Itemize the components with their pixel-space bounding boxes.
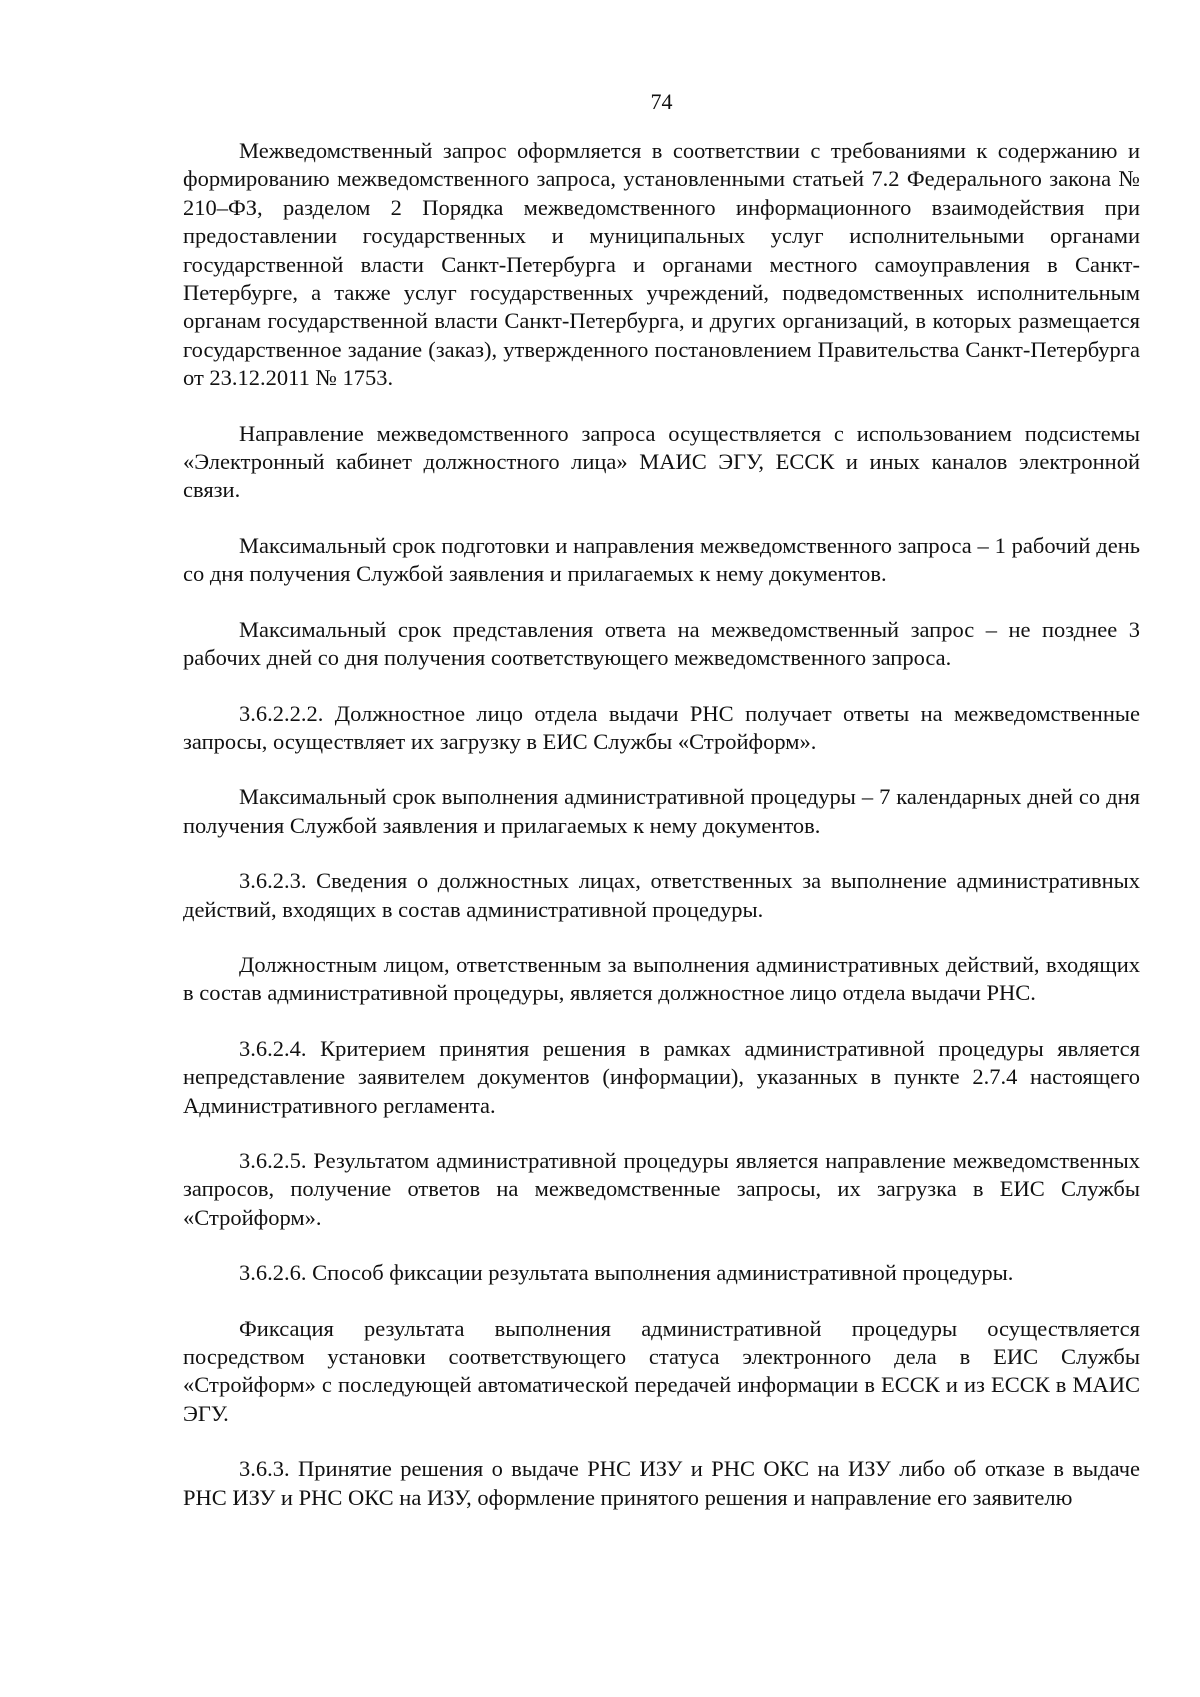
document-page — [183, 0, 1140, 1697]
paragraph-3-6-2-6: 3.6.2.6. Способ фиксации результата выполнения административной процедуры. — [239, 1260, 1014, 1286]
paragraph-response-deadline: Максимальный срок представления ответа на межведомственный запрос – не позднее 3 рабочих дней со дня получения соответствующего межведомственного запроса. — [183, 616, 1140, 671]
paragraph-3-6-2-3: 3.6.2.3. Сведения о должностных лицах, ответственных за выполнение административных действий, входящих в состав административной процедуры. — [183, 868, 1140, 922]
paragraph-procedure-deadline: Максимальный срок выполнения административной процедуры – 7 календарных дней со дня получения Службой заявления и прилагаемых к нему документов. — [183, 784, 1140, 838]
document-body — [183, 137, 1140, 1539]
paragraph-3-6-2-4: 3.6.2.4. Критерием принятия решения в рамках административной процедуры является непредставление заявителем документов (информации), указанных в пункте 2.7.4 настоящего Административного регламента. — [183, 1035, 1140, 1118]
paragraph-responsible-official: Должностным лицом, ответственным за выполнения административных действий, входящих в состав административной процедуры, является должностное лицо отдела выдачи РНС. — [183, 951, 1140, 1006]
page-number: 74 — [650, 89, 673, 114]
paragraph-request-channels: Направление межведомственного запроса осуществляется с использованием подсистемы «Электронный кабинет должностного лица» МАИС ЭГУ, ЕССК и иных каналов электронной связи. — [183, 420, 1140, 503]
paragraph-request-deadline: Максимальный срок подготовки и направления межведомственного запроса – 1 рабочий день со дня получения Службой заявления и прилагаемых к нему документов. — [183, 532, 1140, 587]
paragraph-result-fixation: Фиксация результата выполнения административной процедуры осуществляется посредством установки соответствующего статуса электронного дела в ЕИС Службы «Стройформ» с последующей автоматической передачей информации в ЕССК и из ЕССК в МАИС ЭГУ. — [183, 1315, 1140, 1426]
paragraph-3-6-3: 3.6.3. Принятие решения о выдаче РНС ИЗУ и РНС ОКС на ИЗУ либо об отказе в выдаче РНС ИЗУ и РНС ОКС на ИЗУ, оформление принятого решения и направление его заявителю — [183, 1456, 1140, 1510]
paragraph-interagency-request-form: Межведомственный запрос оформляется в соответствии с требованиями к содержанию и формированию межведомственного запроса, установленными статьей 7.2 Федерального закона № 210–ФЗ, разделом 2 Порядка межведомственного информационного взаимодействия при предоставлении государственных и муниципальных услуг исполнительными органами государственной власти Санкт-Петербурга и органами местного самоуправления в Санкт-Петербурге, а также услуг государственных учреждений, подведомственных исполнительным органам государственной власти Санкт-Петербурга, и других организаций, в которых размещается государственное задание (заказ), утвержденного постановлением Правительства Санкт-Петербурга от 23.12.2011 № 1753. — [183, 138, 1140, 391]
paragraph-3-6-2-5: 3.6.2.5. Результатом административной процедуры является направление межведомственных запросов, получение ответов на межведомственные запросы, их загрузка в ЕИС Службы «Стройформ». — [183, 1147, 1140, 1230]
paragraph-3-6-2-2-2: 3.6.2.2.2. Должностное лицо отдела выдачи РНС получает ответы на межведомственные запросы, осуществляет их загрузку в ЕИС Службы «Стройформ». — [183, 700, 1140, 754]
